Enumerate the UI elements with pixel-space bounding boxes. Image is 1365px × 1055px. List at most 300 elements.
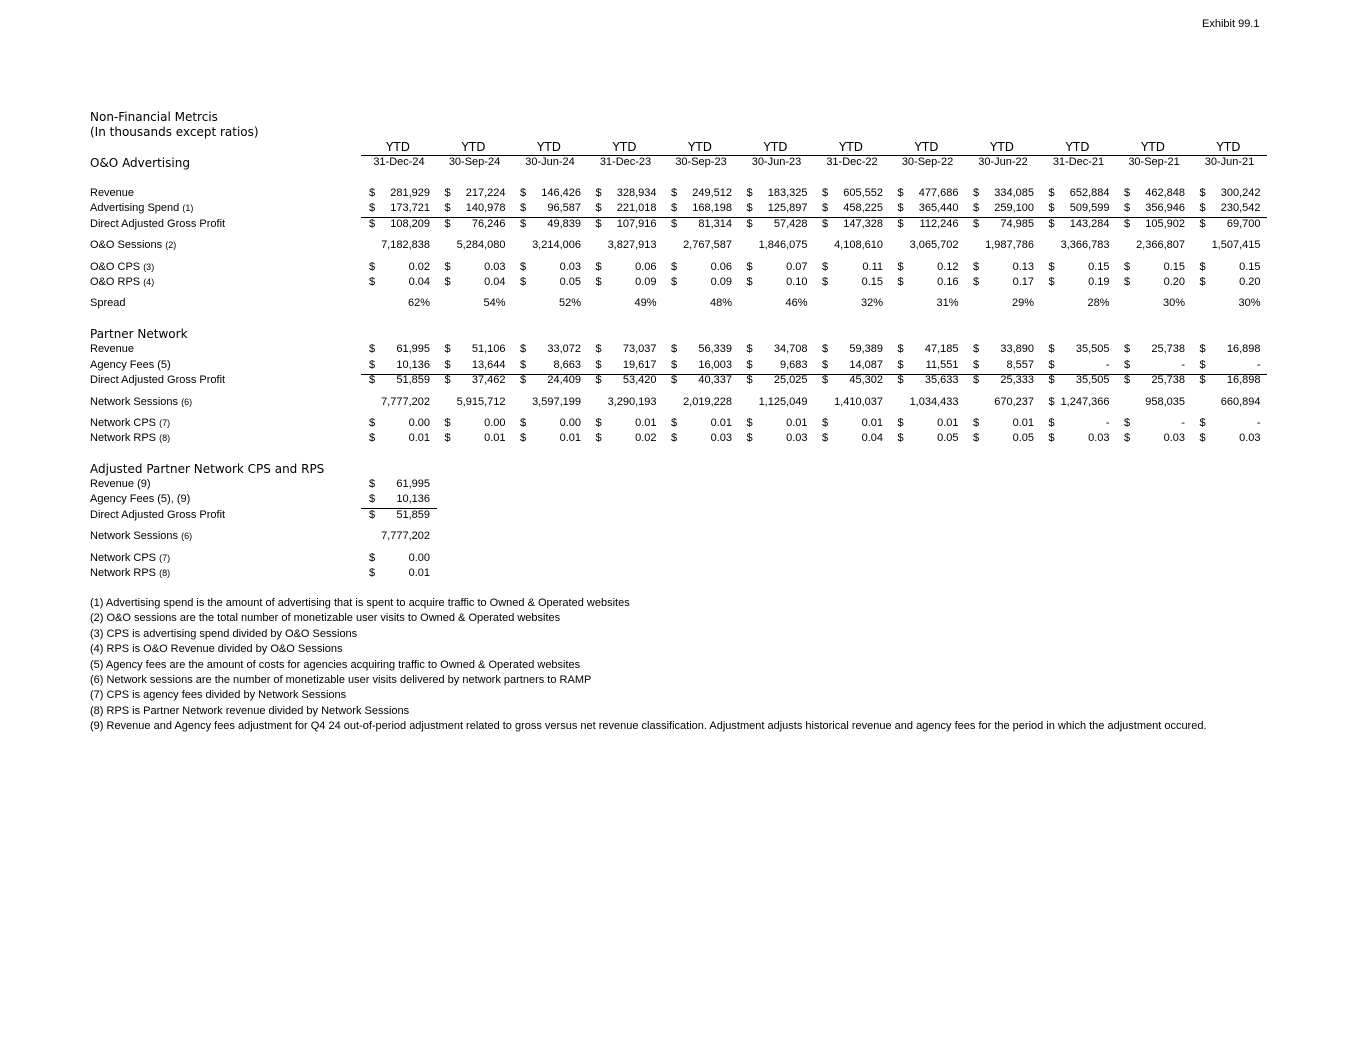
- cell-value: 0.06: [635, 261, 657, 273]
- column-header-date: 30-Sep-21: [1128, 156, 1180, 168]
- cell-value: 249,512: [692, 187, 732, 199]
- cell-value: 54%: [483, 297, 506, 309]
- row-label: [90, 478, 151, 490]
- cell-value: 40,337: [698, 374, 732, 386]
- cell-value: 0.20: [1239, 276, 1261, 288]
- currency-symbol: $: [595, 432, 602, 444]
- currency-symbol: $: [746, 432, 753, 444]
- section-heading-partner-network: [90, 327, 188, 341]
- currency-symbol: $: [746, 343, 753, 355]
- cell-value: 230,542: [1220, 202, 1261, 214]
- row-label-text: Network Sessions: [90, 530, 179, 542]
- currency-symbol: $: [973, 417, 980, 429]
- cell-value: 1,034,433: [909, 396, 959, 408]
- column-header-date: 31-Dec-22: [826, 156, 878, 168]
- cell-value: 35,505: [1075, 374, 1110, 386]
- cell-value: 2,366,807: [1136, 239, 1185, 251]
- cell-value: 0.15: [1163, 261, 1185, 273]
- currency-symbol: $: [1048, 396, 1055, 408]
- cell-value: 0.03: [484, 261, 506, 273]
- currency-symbol: $: [1199, 276, 1206, 288]
- footnote: (6) Network sessions are the number of monetizable user visits delivered by network partners to RAMP: [90, 674, 592, 686]
- cell-value: 25,333: [1000, 374, 1034, 386]
- cell-value: 0.20: [1163, 276, 1185, 288]
- cell-value: 509,599: [1069, 202, 1110, 214]
- cell-value: -: [1181, 417, 1185, 429]
- cell-value: 958,035: [1145, 396, 1185, 408]
- cell-value: 670,237: [994, 396, 1034, 408]
- currency-symbol: $: [897, 359, 904, 371]
- row-note-ref: (7): [159, 418, 171, 428]
- currency-symbol: $: [520, 417, 527, 429]
- currency-symbol: $: [1124, 218, 1131, 230]
- currency-symbol: $: [520, 343, 527, 355]
- currency-symbol: $: [822, 417, 829, 429]
- table-row: [0, 202, 1365, 217]
- currency-symbol: $: [369, 202, 376, 214]
- table-row: [0, 530, 1365, 545]
- column-header-ytd: YTD: [461, 140, 486, 154]
- currency-symbol: $: [520, 359, 527, 371]
- currency-symbol: $: [1199, 187, 1206, 199]
- cell-value: 45,302: [849, 374, 883, 386]
- row-label: [90, 374, 225, 386]
- currency-symbol: $: [1048, 417, 1055, 429]
- column-header-date: 30-Sep-24: [448, 156, 501, 168]
- cell-value: 11,551: [925, 359, 959, 371]
- row-label-text: Adjusted Partner Network CPS and RPS: [90, 462, 325, 476]
- currency-symbol: $: [1048, 359, 1055, 371]
- row-label: [90, 417, 170, 429]
- cell-value: 334,085: [994, 187, 1034, 199]
- currency-symbol: $: [595, 218, 602, 230]
- cell-value: 0.09: [635, 276, 657, 288]
- table-row: [0, 187, 1365, 202]
- cell-value: -: [1181, 359, 1185, 371]
- cell-value: 0.01: [861, 417, 883, 429]
- cell-value: 2,019,228: [683, 396, 732, 408]
- cell-value: 3,827,913: [607, 239, 657, 251]
- cell-value: 33,072: [547, 343, 581, 355]
- row-label-text: Spread: [90, 297, 126, 309]
- currency-symbol: $: [973, 432, 980, 444]
- currency-symbol: $: [1048, 343, 1055, 355]
- cell-value: 0.09: [710, 276, 732, 288]
- column-header-date: 30-Sep-22: [901, 156, 954, 168]
- currency-symbol: $: [520, 187, 527, 199]
- currency-symbol: $: [671, 359, 678, 371]
- currency-symbol: $: [444, 187, 451, 199]
- currency-symbol: $: [973, 374, 980, 386]
- cell-value: 0.03: [710, 432, 732, 444]
- currency-symbol: $: [1124, 374, 1131, 386]
- currency-symbol: $: [444, 261, 451, 273]
- currency-symbol: $: [369, 261, 376, 273]
- row-label-text: Agency Fees (5): [90, 359, 171, 371]
- table-row: [0, 417, 1365, 432]
- row-label: [90, 297, 125, 309]
- table-row: [0, 432, 1365, 447]
- row-label: [90, 187, 134, 199]
- cell-value: 356,946: [1145, 202, 1185, 214]
- table-row: [0, 359, 1365, 374]
- currency-symbol: $: [1048, 432, 1055, 444]
- currency-symbol: $: [595, 374, 602, 386]
- currency-symbol: $: [822, 187, 829, 199]
- row-label: [90, 552, 170, 564]
- cell-value: 24,409: [547, 374, 581, 386]
- cell-value: 0.01: [408, 567, 430, 579]
- cell-value: 10,136: [396, 359, 430, 371]
- cell-value: -: [1256, 417, 1261, 429]
- cell-value: 0.05: [937, 432, 959, 444]
- column-header-ytd: YTD: [914, 140, 939, 154]
- column-header-date: 30-Jun-24: [525, 156, 575, 168]
- currency-symbol: $: [973, 343, 980, 355]
- report-title: Non-Financial Metrcis: [90, 110, 218, 124]
- column-header-ytd: YTD: [1141, 140, 1165, 154]
- currency-symbol: $: [1199, 359, 1206, 371]
- currency-symbol: $: [444, 343, 451, 355]
- row-label-text: Partner Network: [90, 327, 188, 341]
- cell-value: 328,934: [616, 187, 657, 199]
- cell-value: 0.02: [635, 432, 657, 444]
- cell-value: 0.12: [937, 261, 959, 273]
- cell-value: 56,339: [698, 343, 732, 355]
- currency-symbol: $: [1124, 417, 1131, 429]
- row-note-ref: (2): [165, 240, 177, 250]
- row-label: [90, 493, 190, 505]
- table-row: [0, 478, 1365, 493]
- column-header-date: 30-Sep-23: [675, 156, 727, 168]
- cell-value: 0.19: [1088, 276, 1110, 288]
- currency-symbol: $: [369, 493, 376, 505]
- cell-value: 458,225: [843, 202, 883, 214]
- cell-value: 49,839: [547, 218, 581, 230]
- cell-value: 217,224: [465, 187, 506, 199]
- cell-value: 0.16: [937, 276, 959, 288]
- cell-value: 0.04: [484, 276, 506, 288]
- cell-value: 183,325: [767, 187, 808, 199]
- cell-value: 140,978: [465, 202, 506, 214]
- cell-value: 7,777,202: [381, 530, 430, 542]
- row-label: [90, 239, 176, 251]
- cell-value: 48%: [709, 297, 732, 309]
- currency-symbol: $: [1124, 187, 1131, 199]
- footnote: (9) Revenue and Agency fees adjustment for Q4 24 out-of-period adjustment related to gross versus net revenue classification. Adjustment adjusts historical revenue and agency fees for the period in which the adjustment occured.: [90, 720, 1207, 733]
- row-label: [90, 509, 225, 521]
- cell-value: 112,246: [919, 218, 959, 230]
- row-label: [90, 432, 170, 444]
- currency-symbol: $: [369, 417, 376, 429]
- currency-symbol: $: [973, 359, 980, 371]
- table-row: [0, 218, 1365, 233]
- row-label-text: Agency Fees (5), (9): [90, 493, 191, 505]
- column-header-date: 31-Dec-23: [599, 156, 652, 168]
- currency-symbol: $: [822, 432, 829, 444]
- currency-symbol: $: [1199, 261, 1206, 273]
- cell-value: -: [1256, 359, 1261, 371]
- column-header-ytd: YTD: [990, 140, 1014, 154]
- column-header-date: 31-Dec-24: [373, 156, 425, 168]
- currency-symbol: $: [1048, 202, 1055, 214]
- currency-symbol: $: [369, 374, 376, 386]
- currency-symbol: $: [973, 261, 980, 273]
- cell-value: 0.01: [484, 432, 506, 444]
- currency-symbol: $: [595, 359, 602, 371]
- cell-value: 76,246: [471, 218, 506, 230]
- currency-symbol: $: [671, 218, 678, 230]
- row-label-text: Network RPS: [90, 567, 157, 579]
- row-label-text: Network CPS: [90, 552, 157, 564]
- cell-value: 0.00: [408, 552, 430, 564]
- cell-value: -: [1105, 359, 1110, 371]
- currency-symbol: $: [746, 417, 753, 429]
- row-label-text: O&O RPS: [90, 276, 141, 288]
- currency-symbol: $: [897, 343, 904, 355]
- row-label: [90, 359, 171, 371]
- currency-symbol: $: [746, 218, 753, 230]
- cell-value: 0.03: [559, 261, 581, 273]
- cell-value: 0.01: [559, 432, 581, 444]
- cell-value: 173,721: [390, 202, 430, 214]
- cell-value: 1,247,366: [1060, 396, 1110, 408]
- currency-symbol: $: [1048, 261, 1055, 273]
- currency-symbol: $: [369, 552, 376, 564]
- currency-symbol: $: [1199, 218, 1206, 230]
- cell-value: 0.04: [861, 432, 883, 444]
- currency-symbol: $: [1124, 343, 1131, 355]
- column-header-ytd: YTD: [839, 140, 863, 154]
- currency-symbol: $: [369, 343, 376, 355]
- cell-value: 7,182,838: [381, 239, 430, 251]
- cell-value: 281,929: [390, 187, 430, 199]
- column-header-ytd: YTD: [1065, 140, 1090, 154]
- cell-value: 605,552: [843, 187, 883, 199]
- cell-value: 62%: [407, 297, 430, 309]
- currency-symbol: $: [897, 374, 904, 386]
- cell-value: 365,440: [918, 202, 959, 214]
- cell-value: 47,185: [924, 343, 959, 355]
- table-row: [0, 552, 1365, 567]
- row-label: [90, 567, 170, 579]
- row-label-text: Network CPS: [90, 417, 157, 429]
- table-row: [0, 493, 1365, 508]
- cell-value: 168,198: [692, 202, 732, 214]
- column-header-ytd: YTD: [537, 140, 561, 154]
- cell-value: 462,848: [1145, 187, 1185, 199]
- cell-value: 0.10: [786, 276, 808, 288]
- row-note-ref: (1): [182, 203, 194, 213]
- currency-symbol: $: [897, 276, 904, 288]
- currency-symbol: $: [595, 343, 602, 355]
- column-header-ytd: YTD: [612, 140, 637, 154]
- currency-symbol: $: [369, 276, 376, 288]
- cell-value: 0.01: [408, 432, 430, 444]
- row-label: [90, 202, 193, 214]
- row-label-text: O&O CPS: [90, 261, 141, 273]
- row-label-text: Revenue: [90, 187, 135, 199]
- currency-symbol: $: [1124, 261, 1131, 273]
- cell-value: 9,683: [779, 359, 808, 371]
- cell-value: 107,916: [616, 218, 657, 230]
- cell-value: 1,987,786: [985, 239, 1034, 251]
- cell-value: 652,884: [1069, 187, 1110, 199]
- row-label: [90, 276, 154, 288]
- cell-value: 46%: [785, 297, 808, 309]
- cell-value: 0.03: [1088, 432, 1110, 444]
- row-label: [90, 530, 192, 542]
- cell-value: 14,087: [849, 359, 883, 371]
- currency-symbol: $: [369, 478, 376, 490]
- currency-symbol: $: [822, 218, 829, 230]
- currency-symbol: $: [369, 187, 376, 199]
- cell-value: 0.03: [1239, 432, 1261, 444]
- cell-value: 0.01: [1012, 417, 1034, 429]
- cell-value: 51,106: [471, 343, 506, 355]
- cell-value: 0.01: [710, 417, 732, 429]
- cell-value: 0.06: [710, 261, 732, 273]
- currency-symbol: $: [897, 218, 904, 230]
- section-heading-oo-advertising: [90, 156, 190, 170]
- currency-symbol: $: [671, 417, 678, 429]
- footnote: (4) RPS is O&O Revenue divided by O&O Sessions: [90, 643, 343, 656]
- cell-value: 8,557: [1006, 359, 1034, 371]
- cell-value: 96,587: [547, 202, 581, 214]
- cell-value: 3,290,193: [607, 396, 657, 408]
- cell-value: 74,985: [1000, 218, 1034, 230]
- table-row: [0, 276, 1365, 291]
- currency-symbol: $: [897, 432, 904, 444]
- currency-symbol: $: [444, 432, 451, 444]
- row-label-text: Direct Adjusted Gross Profit: [90, 509, 226, 521]
- table-row: [0, 297, 1365, 312]
- cell-value: 259,100: [994, 202, 1034, 214]
- footnote: (7) CPS is agency fees divided by Network Sessions: [90, 689, 347, 702]
- cell-value: 477,686: [918, 187, 959, 199]
- currency-symbol: $: [1199, 432, 1206, 444]
- table-row: [0, 156, 1365, 171]
- currency-symbol: $: [1124, 359, 1131, 371]
- cell-value: 34,708: [773, 343, 808, 355]
- currency-symbol: $: [1199, 202, 1206, 214]
- currency-symbol: $: [671, 202, 678, 214]
- row-label: [90, 218, 225, 230]
- cell-value: 1,125,049: [758, 396, 808, 408]
- cell-value: 32%: [860, 297, 883, 309]
- currency-symbol: $: [671, 432, 678, 444]
- cell-value: 0.15: [861, 276, 883, 288]
- column-header-ytd: YTD: [763, 140, 788, 154]
- cell-value: 1,410,037: [834, 396, 883, 408]
- currency-symbol: $: [595, 187, 602, 199]
- cell-value: 300,242: [1220, 187, 1261, 199]
- cell-value: 57,428: [773, 218, 808, 230]
- currency-symbol: $: [520, 261, 527, 273]
- cell-value: 49%: [634, 297, 657, 309]
- cell-value: 0.17: [1012, 276, 1034, 288]
- currency-symbol: $: [520, 202, 527, 214]
- table-row: [0, 261, 1365, 276]
- row-note-ref: (7): [159, 553, 171, 563]
- currency-symbol: $: [520, 276, 527, 288]
- cell-value: 35,505: [1075, 343, 1110, 355]
- cell-value: 125,897: [767, 202, 808, 214]
- cell-value: 13,644: [471, 359, 506, 371]
- row-label: [90, 343, 134, 355]
- row-note-ref: (3): [143, 262, 155, 272]
- cell-value: 4,108,610: [834, 239, 883, 251]
- currency-symbol: $: [1199, 417, 1206, 429]
- table-row: [0, 509, 1365, 524]
- currency-symbol: $: [595, 202, 602, 214]
- cell-value: 16,898: [1226, 343, 1261, 355]
- currency-symbol: $: [1124, 432, 1131, 444]
- cell-value: 108,209: [390, 218, 430, 230]
- cell-value: 0.00: [559, 417, 581, 429]
- currency-symbol: $: [746, 202, 753, 214]
- currency-symbol: $: [822, 374, 829, 386]
- cell-value: 2,767,587: [683, 239, 732, 251]
- cell-value: 1,507,415: [1211, 239, 1261, 251]
- cell-value: 3,214,006: [532, 239, 581, 251]
- cell-value: 69,700: [1226, 218, 1261, 230]
- cell-value: 33,890: [1000, 343, 1034, 355]
- cell-value: 0.05: [559, 276, 581, 288]
- currency-symbol: $: [595, 276, 602, 288]
- row-label-text: Direct Adjusted Gross Profit: [90, 218, 226, 230]
- currency-symbol: $: [1048, 218, 1055, 230]
- currency-symbol: $: [671, 374, 678, 386]
- currency-symbol: $: [444, 359, 451, 371]
- row-label-text: Network RPS: [90, 432, 157, 444]
- exhibit-label: Exhibit 99.1: [1202, 18, 1260, 30]
- column-header-date: 30-Jun-21: [1204, 156, 1255, 168]
- footnote: (2) O&O sessions are the total number of monetizable user visits to Owned & Operated websites: [90, 612, 561, 625]
- currency-symbol: $: [746, 359, 753, 371]
- cell-value: 53,420: [622, 374, 657, 386]
- cell-value: 31%: [936, 297, 959, 309]
- cell-value: 10,136: [396, 493, 430, 505]
- cell-value: 0.05: [1012, 432, 1034, 444]
- currency-symbol: $: [822, 202, 829, 214]
- footnote: (5) Agency fees are the amount of costs for agencies acquiring traffic to Owned & Operated websites: [90, 658, 581, 671]
- column-header-ytd: YTD: [1216, 140, 1241, 154]
- currency-symbol: $: [1048, 374, 1055, 386]
- currency-symbol: $: [746, 276, 753, 288]
- cell-value: 0.11: [862, 261, 883, 273]
- row-label: [90, 261, 154, 273]
- column-header-ytd: YTD: [688, 140, 712, 154]
- cell-value: 51,859: [396, 509, 430, 521]
- currency-symbol: $: [444, 417, 451, 429]
- table-row: [0, 396, 1365, 411]
- table-row: [0, 343, 1365, 358]
- table-row: [0, 239, 1365, 254]
- cell-value: 16,003: [698, 359, 732, 371]
- cell-value: 61,995: [396, 343, 430, 355]
- cell-value: 0.01: [937, 417, 959, 429]
- currency-symbol: $: [444, 374, 451, 386]
- currency-symbol: $: [1124, 276, 1131, 288]
- currency-symbol: $: [369, 509, 376, 521]
- row-label-text: Revenue: [90, 343, 135, 355]
- currency-symbol: $: [973, 276, 980, 288]
- row-label-text: Advertising Spend: [90, 202, 180, 214]
- table-row: [0, 327, 1365, 342]
- currency-symbol: $: [444, 218, 451, 230]
- cell-value: 29%: [1011, 297, 1034, 309]
